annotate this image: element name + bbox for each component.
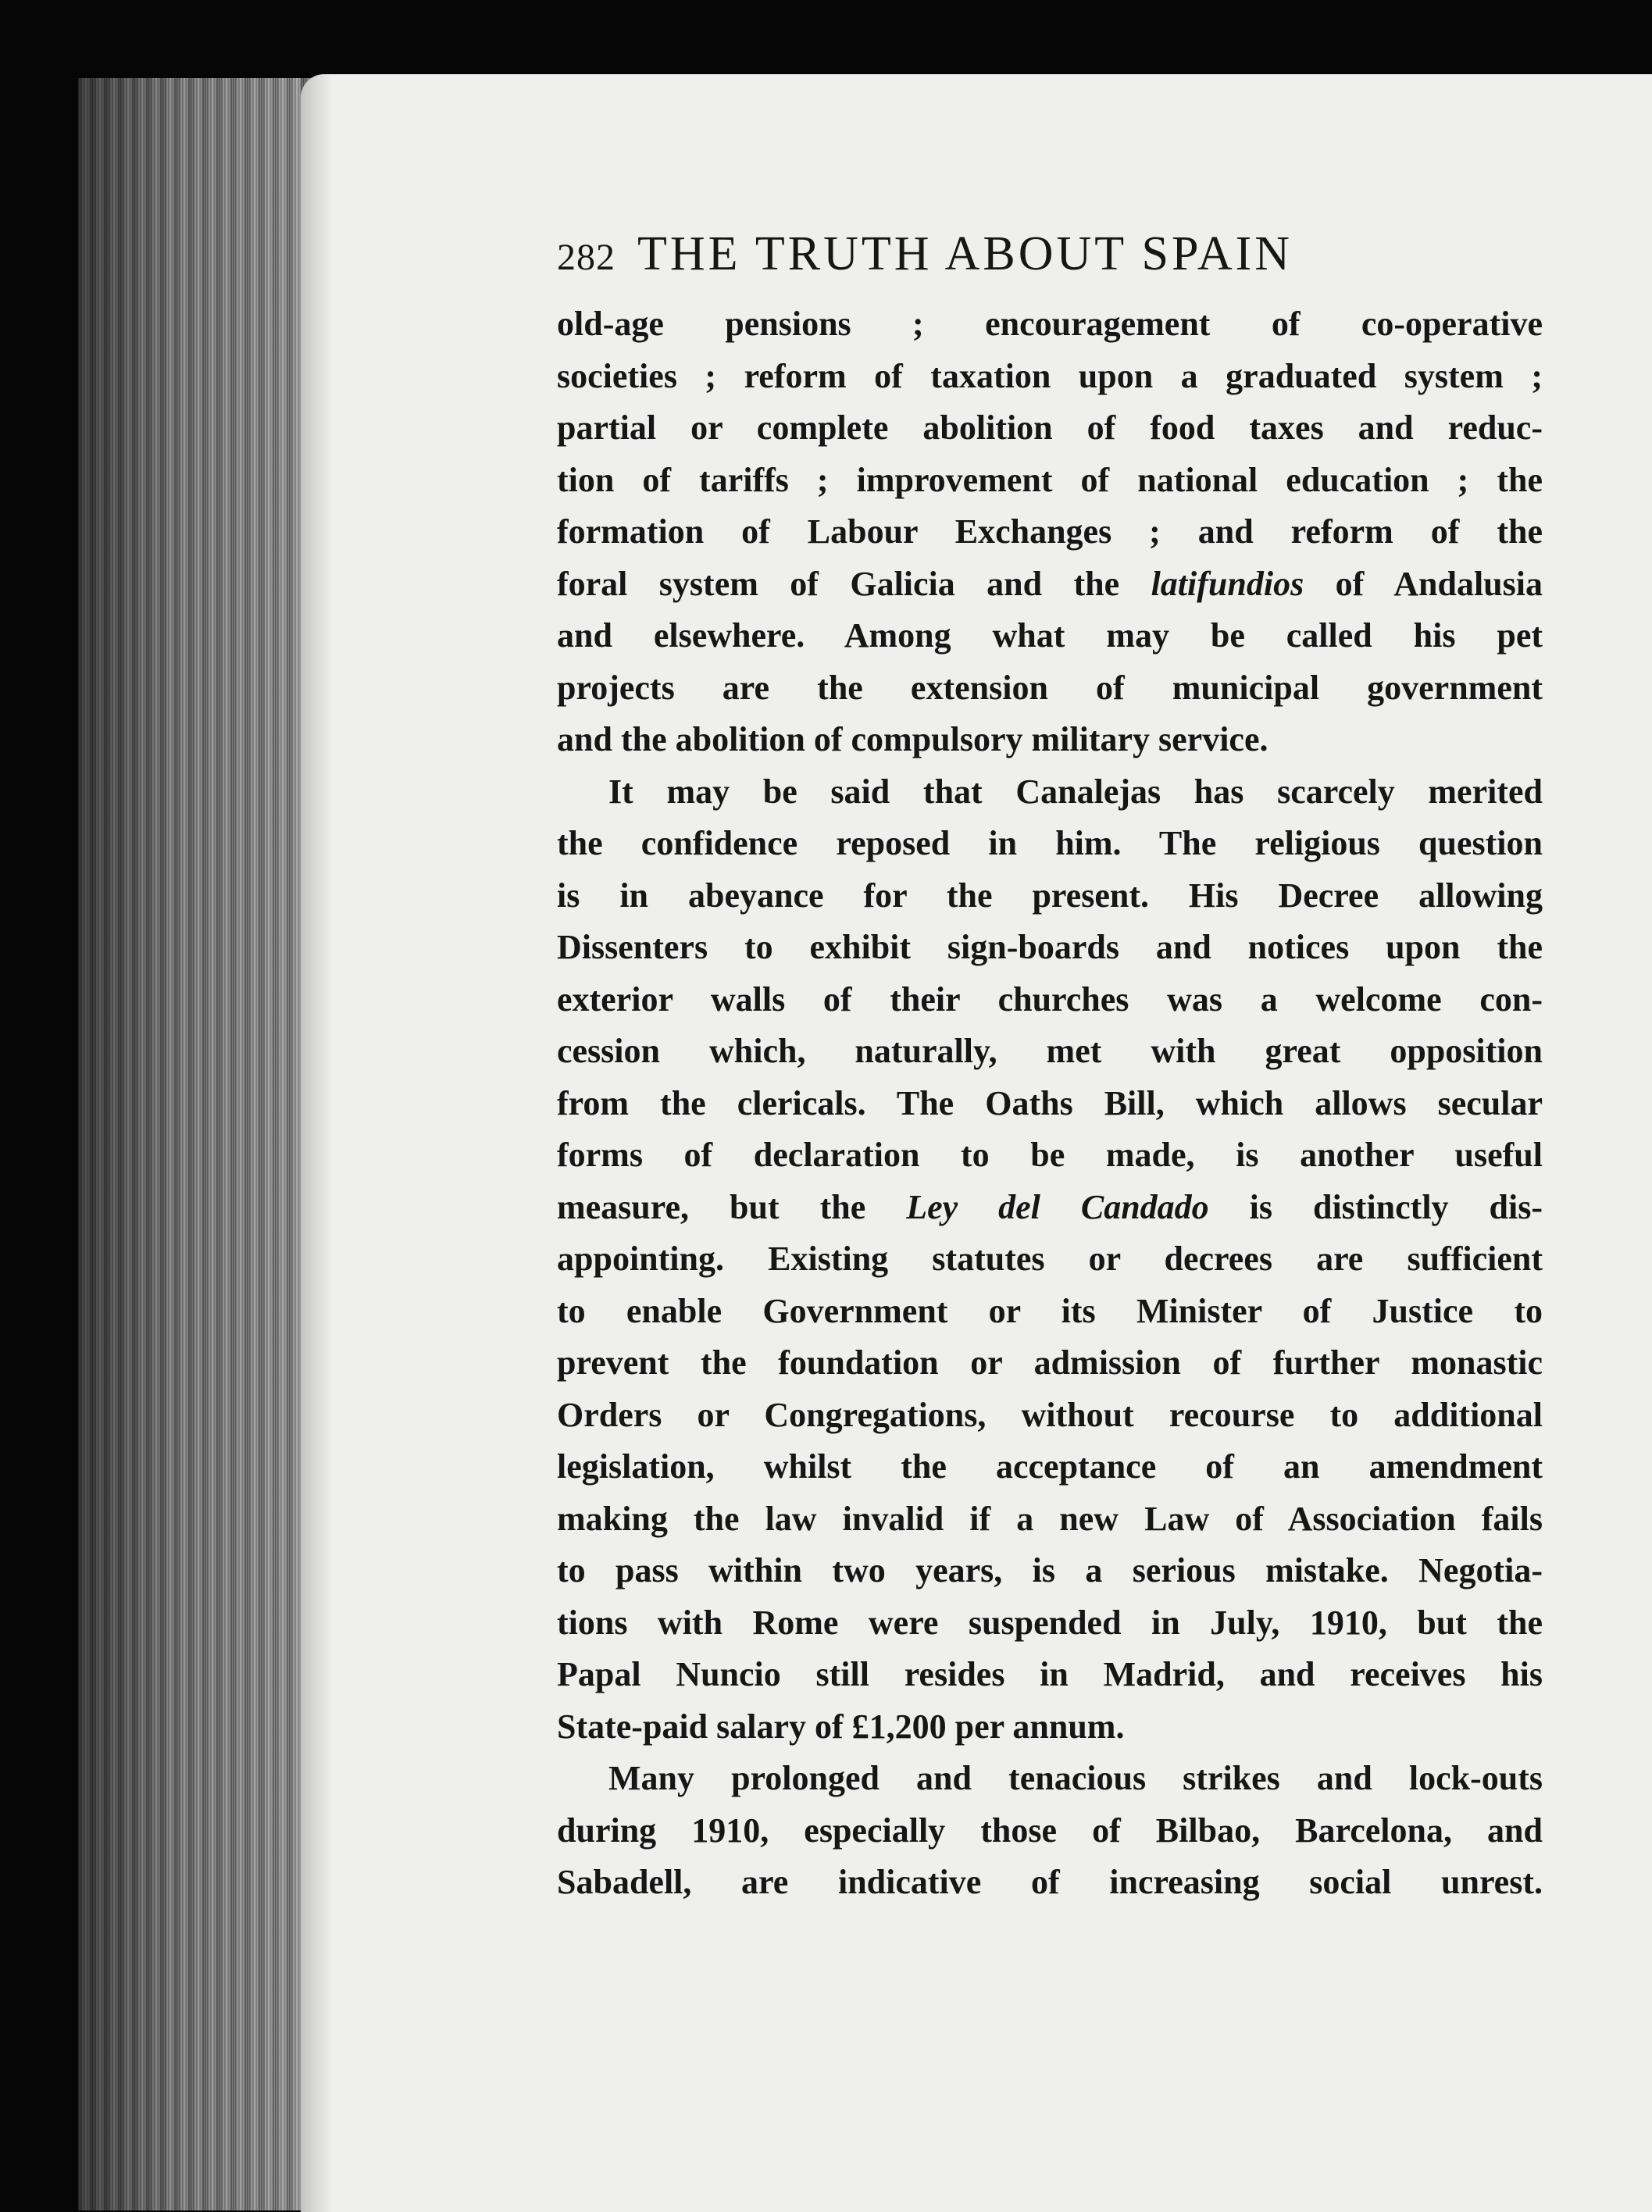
text-line: tions with Rome were suspended in July, 1910, but the <box>557 1603 1543 1642</box>
paragraph-3 <box>557 1753 1543 1909</box>
text-line: to pass within two years, is a serious mistake. Negotia- <box>557 1551 1543 1589</box>
text-line: Dissenters to exhibit sign-boards and notices upon the <box>557 928 1543 966</box>
book-title: THE TRUTH ABOUT SPAIN <box>637 227 1293 280</box>
text-line: projects are the extension of municipal government <box>557 668 1543 707</box>
text-line: and elsewhere. Among what may be called his pet <box>557 616 1543 655</box>
paragraph-1 <box>557 298 1543 766</box>
italic-term: Ley del Candado <box>906 1187 1209 1226</box>
text-line: is in abeyance for the present. His Decree allowing <box>557 876 1543 915</box>
text-line: It may be said that Canalejas has scarcely merited <box>608 772 1543 811</box>
text-line: legislation, whilst the acceptance of an amendment <box>557 1447 1543 1486</box>
text-line: making the law invalid if a new Law of Association fails <box>557 1499 1543 1538</box>
page-edges <box>78 78 336 2210</box>
text-line: tion of tariffs ; improvement of national education ; the <box>557 460 1543 499</box>
running-head <box>557 227 1543 298</box>
paragraph-2 <box>557 766 1543 1754</box>
text-line: partial or complete abolition of food taxes and reduc- <box>557 409 1543 447</box>
text-line: to enable Government or its Minister of Justice to <box>557 1291 1543 1330</box>
text-line: Papal Nuncio still resides in Madrid, and receives his <box>557 1655 1543 1693</box>
text-line: appointing. Existing statutes or decrees are sufficient <box>557 1240 1543 1278</box>
text-line: Orders or Congregations, without recourse to additional <box>557 1395 1543 1434</box>
text-line: exterior walls of their churches was a welcome con- <box>557 979 1543 1019</box>
text-line: the confidence reposed in him. The religious question <box>557 824 1543 862</box>
page-text <box>557 227 1543 1909</box>
text-line: from the clericals. The Oaths Bill, which allows secular <box>557 1083 1543 1122</box>
text-line: Sabadell, are indicative of increasing social unrest. <box>557 1863 1543 1901</box>
text-segment: foral system of Galicia and the <box>557 564 1151 603</box>
page-number: 282 <box>557 237 615 278</box>
text-line <box>557 558 1543 611</box>
text-line: societies ; reform of taxation upon a graduated system ; <box>557 356 1543 395</box>
text-line: Many prolonged and tenacious strikes and lock-outs <box>608 1759 1543 1797</box>
text-line <box>557 1182 1543 1234</box>
text-line: cession which, naturally, met with great opposition <box>557 1032 1543 1070</box>
text-segment: measure, but the <box>557 1187 907 1226</box>
text-line: formation of Labour Exchanges ; and reform of the <box>557 512 1543 551</box>
text-segment: is distinctly dis- <box>1208 1187 1543 1226</box>
text-line: and the abolition of compulsory military service. <box>557 720 1268 758</box>
text-line: during 1910, especially those of Bilbao, Barcelona, and <box>557 1811 1543 1850</box>
text-line: State-paid salary of £1,200 per annum. <box>557 1707 1125 1746</box>
text-segment: of Andalusia <box>1304 564 1543 603</box>
text-line: old-age pensions ; encouragement of co-operative <box>557 305 1543 343</box>
text-line: prevent the foundation or admission of further monastic <box>557 1343 1543 1382</box>
text-line: forms of declaration to be made, is another useful <box>557 1136 1543 1174</box>
italic-term: latifundios <box>1151 564 1304 603</box>
